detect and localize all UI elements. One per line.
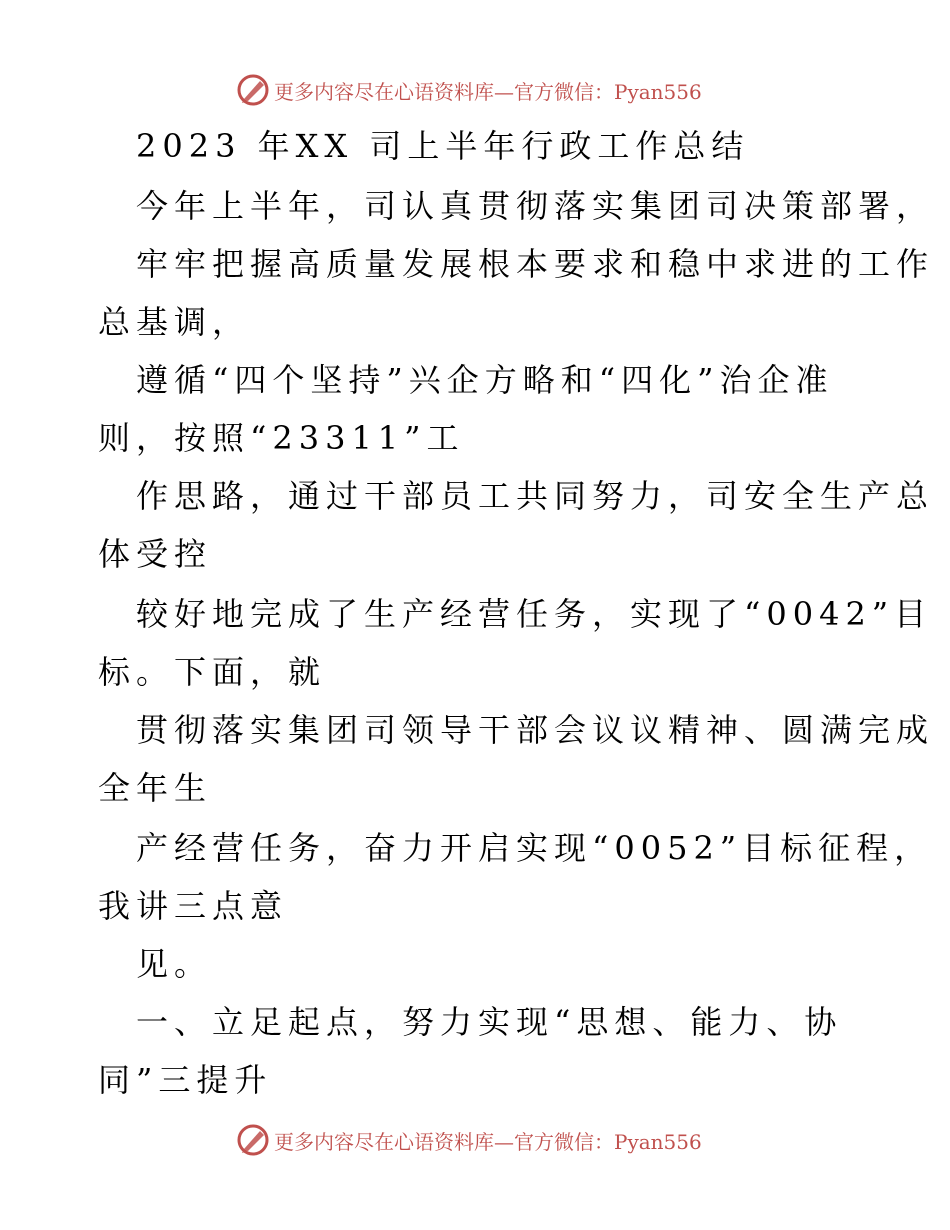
paragraph-line: 标。下面，就 [98, 653, 327, 691]
banner-text: 更多内容尽在心语资料库—官方微信：Pyan556 [274, 1129, 702, 1154]
paragraph-line: 总基调， [98, 303, 251, 341]
pen-logo-icon [236, 73, 270, 107]
paragraph-line: 牢牢把握高质量发展根本要求和稳中求进的工作 [136, 245, 935, 283]
paragraph-line: 贯彻落实集团司领导干部会议议精神、圆满完成 [136, 711, 935, 749]
pen-logo-icon [236, 1123, 270, 1157]
paragraph-line: 则，按照“23311”工 [98, 419, 465, 457]
paragraph-line: 产经营任务，奋力开启实现“0052”目标征程， [136, 829, 933, 867]
paragraph-line: 作思路，通过干部员工共同努力，司安全生产总 [136, 477, 935, 515]
section-heading-continued: 同”三提升 [98, 1061, 273, 1099]
paragraph-line: 遵循“四个坚持”兴企方略和“四化”治企准 [136, 361, 834, 399]
section-heading: 一、立足起点，努力实现“思想、能力、协 [136, 1003, 843, 1041]
paragraph-line: 全年生 [98, 769, 213, 807]
banner-text: 更多内容尽在心语资料库—官方微信：Pyan556 [274, 79, 702, 104]
document-title: 2023 年XX 司上半年行政工作总结 [136, 127, 750, 165]
paragraph-line: 体受控 [98, 535, 213, 573]
paragraph-line: 较好地完成了生产经营任务，实现了“0042”目 [136, 595, 933, 633]
header-banner [236, 72, 702, 108]
footer-banner [236, 1122, 702, 1158]
paragraph-line: 我讲三点意 [98, 887, 289, 925]
paragraph-line: 今年上半年，司认真贯彻落实集团司决策部署， [136, 187, 935, 225]
paragraph-line: 见。 [136, 945, 213, 983]
